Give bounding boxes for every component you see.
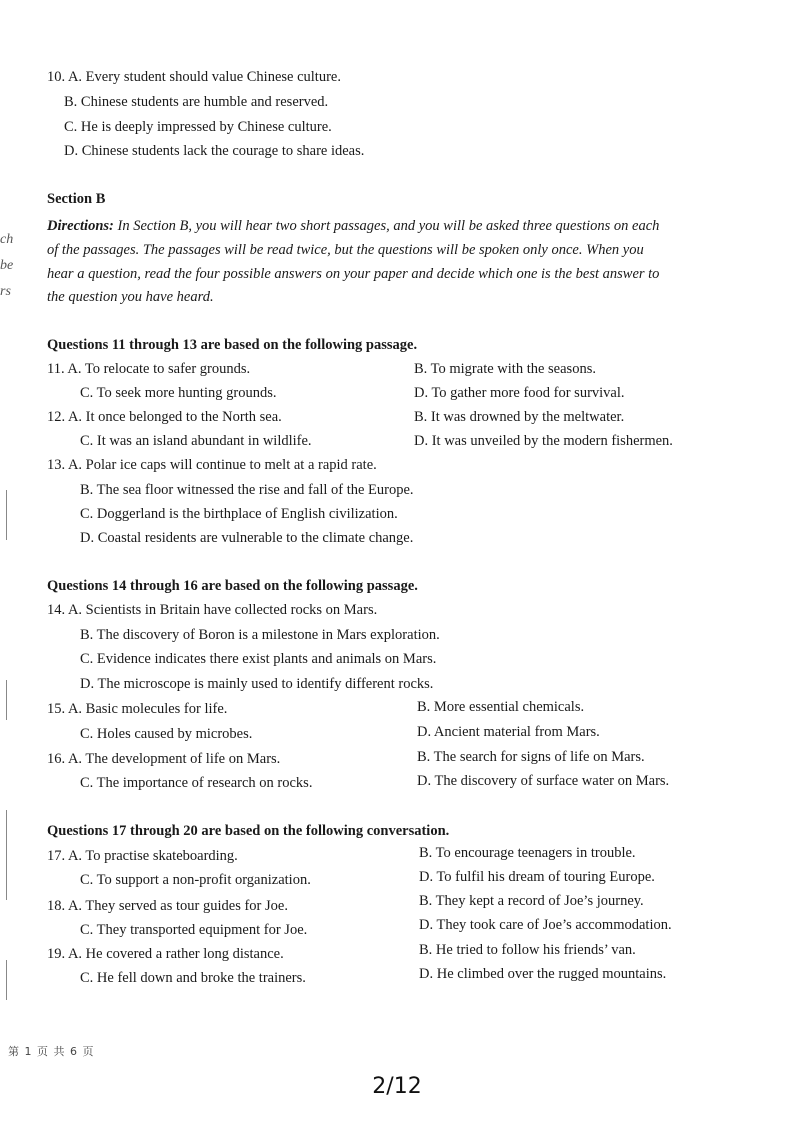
q16-option-d: D. The discovery of surface water on Mars. (417, 773, 670, 789)
margin-mark-3: rs (0, 284, 11, 299)
footer-chinese-page-text: 第 1 页 共 6 页 (8, 1045, 95, 1058)
q16-option-b: B. The search for signs of life on Mars. (417, 749, 645, 765)
q10-option-c: C. He is deeply impressed by Chinese culture. (64, 119, 332, 135)
q11-option-d: D. To gather more food for survival. (414, 385, 625, 401)
q14-option-a: 14. A. Scientists in Britain have collected rocks on Mars. (47, 602, 378, 618)
directions-line-3: hear a question, read the four possible answers on your paper and decide which one is the best answer to (47, 266, 660, 282)
q19-option-d: D. He climbed over the rugged mountains. (419, 966, 667, 982)
directions-text-1: In Section B, you will hear two short passages, and you will be asked three questions on each (113, 218, 660, 234)
q18-option-a: 18. A. They served as tour guides for Joe. (47, 898, 288, 914)
q15-option-b: B. More essential chemicals. (417, 699, 585, 715)
q19-option-b: B. He tried to follow his friends’ van. (419, 942, 636, 958)
group1-heading: Questions 11 through 13 are based on the following passage. (47, 337, 418, 353)
q14-option-c: C. Evidence indicates there exist plants and animals on Mars. (80, 651, 437, 667)
directions-line-4: the question you have heard. (47, 289, 214, 305)
q17-option-d: D. To fulfil his dream of touring Europe. (419, 869, 655, 885)
q15-option-c: C. Holes caused by microbes. (80, 726, 253, 742)
scan-artifact (6, 960, 7, 1000)
q12-option-c: C. It was an island abundant in wildlife. (80, 433, 312, 449)
directions-line-1 (47, 217, 659, 235)
q11-option-c: C. To seek more hunting grounds. (80, 385, 277, 401)
page-number: 2/12 (372, 1074, 422, 1099)
group3-heading: Questions 17 through 20 are based on the following conversation. (47, 823, 450, 839)
q13-option-c: C. Doggerland is the birthplace of English civilization. (80, 506, 398, 522)
q17-option-a: 17. A. To practise skateboarding. (47, 848, 238, 864)
q10-option-d: D. Chinese students lack the courage to share ideas. (64, 143, 365, 159)
q10-option-b: B. Chinese students are humble and reserved. (64, 94, 329, 110)
q14-option-b: B. The discovery of Boron is a milestone in Mars exploration. (80, 627, 440, 643)
q11-option-a: 11. A. To relocate to safer grounds. (47, 361, 251, 377)
q18-option-c: C. They transported equipment for Joe. (80, 922, 308, 938)
q19-option-c: C. He fell down and broke the trainers. (80, 970, 306, 986)
q12-option-d: D. It was unveiled by the modern fishermen. (414, 433, 673, 449)
q15-option-a: 15. A. Basic molecules for life. (47, 701, 228, 717)
q19-option-a: 19. A. He covered a rather long distance. (47, 946, 284, 962)
scan-artifact (6, 490, 7, 540)
directions-line-2: of the passages. The passages will be read twice, but the questions will be spoken only once. When you (47, 242, 644, 258)
q12-option-b: B. It was drowned by the meltwater. (414, 409, 625, 425)
section-b-title: Section B (47, 191, 106, 207)
margin-mark-1: ch (0, 232, 14, 247)
q15-option-d: D. Ancient material from Mars. (417, 724, 600, 740)
group2-heading: Questions 14 through 16 are based on the following passage. (47, 578, 418, 594)
q14-option-d: D. The microscope is mainly used to identify different rocks. (80, 676, 434, 692)
q13-option-b: B. The sea floor witnessed the rise and fall of the Europe. (80, 482, 414, 498)
q18-option-d: D. They took care of Joe’s accommodation. (419, 917, 672, 933)
q13-option-a: 13. A. Polar ice caps will continue to melt at a rapid rate. (47, 457, 377, 473)
q13-option-d: D. Coastal residents are vulnerable to the climate change. (80, 530, 414, 546)
margin-mark-2: be (0, 258, 14, 273)
q18-option-b: B. They kept a record of Joe’s journey. (419, 893, 644, 909)
directions-label: Directions: (47, 218, 114, 234)
q17-option-c: C. To support a non-profit organization. (80, 872, 311, 888)
q16-option-c: C. The importance of research on rocks. (80, 775, 313, 791)
q10-option-a: 10. A. Every student should value Chinese culture. (47, 69, 341, 85)
scan-artifact (6, 680, 7, 720)
q17-option-b: B. To encourage teenagers in trouble. (419, 845, 636, 861)
q11-option-b: B. To migrate with the seasons. (414, 361, 596, 377)
scan-artifact (6, 810, 7, 900)
q12-option-a: 12. A. It once belonged to the North sea. (47, 409, 282, 425)
q16-option-a: 16. A. The development of life on Mars. (47, 751, 281, 767)
